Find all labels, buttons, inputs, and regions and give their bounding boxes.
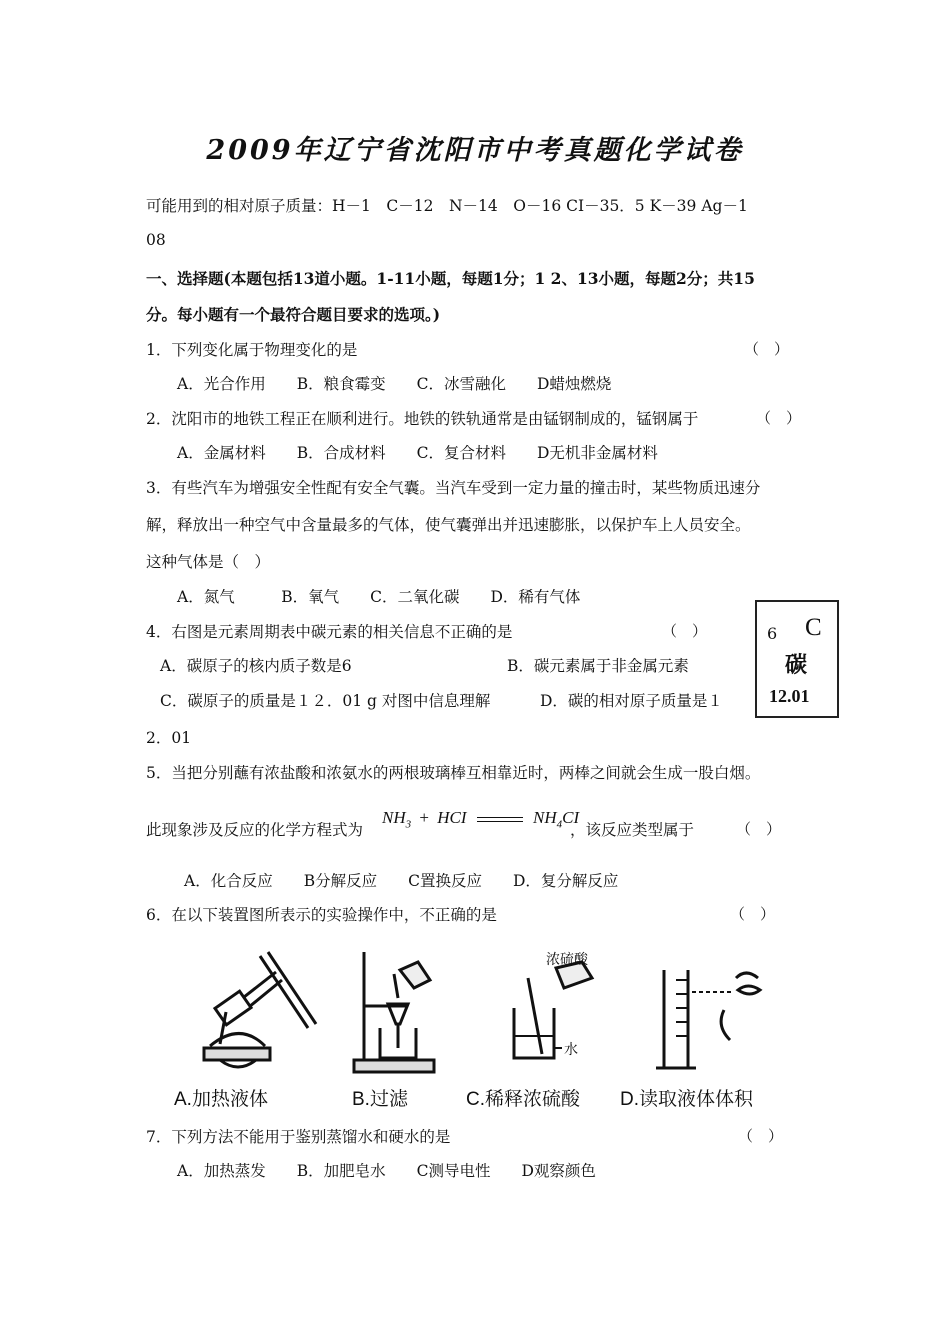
figure-c-diluting-acid (498, 944, 608, 1079)
element-name: 碳 (785, 652, 808, 678)
eq-hcl: HCI (437, 808, 467, 827)
q7-answer-paren: （ ） (738, 1127, 784, 1145)
eq-nh3: NH (382, 808, 406, 827)
atomic-mass: 12.01 (769, 686, 810, 706)
eq-nh4cl: NH (533, 808, 557, 827)
page-title: 2009年辽宁省沈阳市中考真题化学试卷 (206, 135, 744, 166)
q5-prefix: 此现象涉及反应的化学方程式为 (146, 821, 364, 839)
section1-heading-2: 分。每小题有一个最符合题目要求的选项。) (146, 305, 441, 324)
figure-c-caption: C.稀释浓硫酸 (466, 1089, 581, 1110)
q2-stem: 2．沈阳市的地铁工程正在顺利进行。地铁的铁轨通常是由锰钢制成的，锰钢属于 (146, 410, 699, 428)
figure-a-caption: A.加热液体 (174, 1089, 268, 1110)
figure-b-caption: B.过滤 (352, 1089, 408, 1110)
q5-options: A．化合反应 B分解反应 C置换反应 D．复分解反应 (184, 872, 619, 890)
atomic-masses: 可能用到的相对原子质量：H－1 C－12 N－14 O－16 CI－35．5 K－39 Ag－1 (146, 197, 748, 215)
q5-equation: $NH_3$ + HCI $NH_4CI$ (382, 808, 580, 831)
atomic-number: 6 (767, 624, 778, 643)
q4-option-d: D．碳的相对原子质量是１ (540, 692, 723, 710)
section1-heading-1: 一、选择题(本题包括13道小题。1-11小题，每题1分；1 2、13小题，每题2分；共15 (146, 269, 755, 288)
q2-options: A．金属材料 B．合成材料 C．复合材料 D无机非金属材料 (177, 444, 658, 462)
q3-line1: 3．有些汽车为增强安全性配有安全气囊。当汽车受到一定力量的撞击时，某些物质迅速分 (146, 479, 761, 497)
q4-answer-paren: （ ） (662, 622, 708, 640)
q5-answer-paren: （ ） (736, 820, 782, 838)
q4-option-a: A．碳原子的核内质子数是6 (160, 657, 352, 675)
q1-options: A．光合作用 B．粮食霉变 C．冰雪融化 D蜡烛燃烧 (177, 375, 612, 393)
carbon-element-card (755, 600, 839, 718)
element-symbol: C (805, 614, 822, 641)
label-concentrated-acid: 浓硫酸 (546, 952, 588, 968)
q2-answer-paren: （ ） (756, 409, 802, 427)
q5-line1: 5．当把分别蘸有浓盐酸和浓氨水的两根玻璃棒互相靠近时，两棒之间就会生成一股白烟。 (146, 764, 761, 782)
q3-line3: 这种气体是（ ） (146, 553, 271, 571)
q7-options: A．加热蒸发 B．加肥皂水 C测导电性 D观察颜色 (177, 1162, 596, 1180)
q5-suffix: ，该反应类型属于 (570, 821, 695, 839)
q6-stem: 6．在以下装置图所表示的实验操作中，不正确的是 (146, 906, 497, 924)
atomic-masses-cont: 08 (146, 231, 166, 249)
eq-equals-sign (477, 817, 523, 822)
figure-b-filtration (350, 948, 440, 1078)
q7-stem: 7．下列方法不能用于鉴别蒸馏水和硬水的是 (146, 1128, 451, 1146)
q4-stem: 4．右图是元素周期表中碳元素的相关信息不正确的是 (146, 623, 513, 641)
q1-answer-paren: （ ） (744, 340, 790, 358)
figure-a-heating-liquid (190, 948, 320, 1078)
figure-d-caption: D.读取液体体积 (620, 1089, 754, 1110)
q1-stem: 1．下列变化属于物理变化的是 (146, 341, 358, 359)
figure-d-reading-volume (652, 960, 782, 1078)
q3-options: A．氮气 B．氧气 C．二氧化碳 D．稀有气体 (177, 588, 581, 606)
q3-line2: 解，释放出一种空气中含量最多的气体，使气囊弹出并迅速膨胀，以保护车上人员安全。 (146, 516, 751, 534)
q4-option-b: B．碳元素属于非金属元素 (507, 657, 689, 675)
q6-answer-paren: （ ） (730, 905, 776, 923)
q4-option-c: C．碳原子的质量是１２．01 g 对图中信息理解 (160, 692, 491, 710)
label-water: 水 (564, 1042, 578, 1058)
eq-plus: + (419, 808, 429, 827)
q4-option-d-cont: 2．01 (146, 729, 192, 747)
